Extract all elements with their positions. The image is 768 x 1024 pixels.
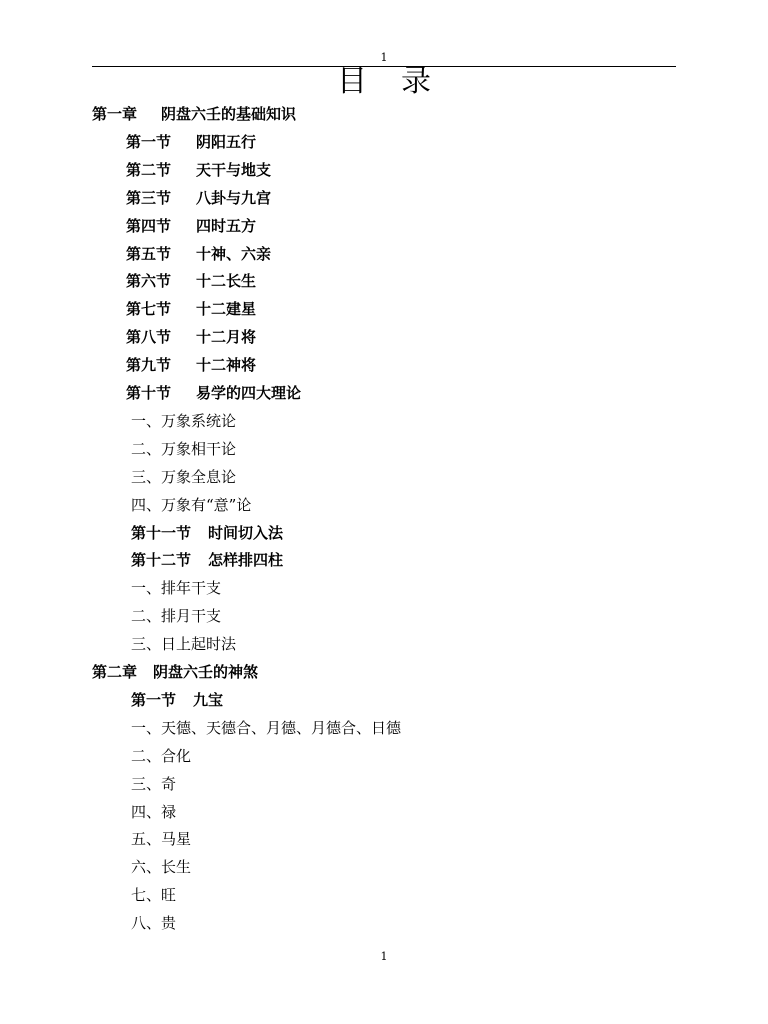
toc-item bbox=[0, 829, 768, 849]
toc-section-title: 十二长生 bbox=[196, 272, 257, 291]
toc-item-text: 三、奇 bbox=[131, 774, 177, 793]
toc-section-title: 八卦与九宫 bbox=[196, 188, 272, 207]
toc-section bbox=[0, 132, 768, 152]
toc-item-text: 二、合化 bbox=[131, 746, 192, 765]
toc-section bbox=[0, 299, 768, 319]
toc-section-title: 十二建星 bbox=[196, 300, 257, 319]
toc-item-text: 一、万象系统论 bbox=[131, 411, 237, 430]
toc-item-text: 二、万象相干论 bbox=[131, 439, 237, 458]
toc-item bbox=[0, 467, 768, 487]
toc-section-number: 第四节 bbox=[126, 216, 172, 235]
toc-item-text: 一、天德、天德合、月德、月德合、日德 bbox=[131, 718, 402, 737]
toc-section-title: 四时五方 bbox=[196, 216, 257, 235]
toc-section-number: 第十一节 bbox=[131, 523, 192, 542]
toc-section-number: 第八节 bbox=[126, 328, 172, 347]
toc-chapter bbox=[0, 662, 768, 682]
toc-item bbox=[0, 634, 768, 654]
toc-chapter-number: 第二章 bbox=[92, 663, 138, 681]
toc-section-number: 第十节 bbox=[126, 384, 172, 402]
toc-section-title: 十二月将 bbox=[196, 328, 257, 347]
toc-section bbox=[0, 523, 768, 543]
toc-item bbox=[0, 774, 768, 794]
toc-section bbox=[0, 244, 768, 264]
toc-section-number: 第一节 bbox=[131, 690, 177, 709]
toc-section-number: 第二节 bbox=[126, 160, 172, 179]
toc-section bbox=[0, 216, 768, 236]
toc-item-text: 五、马星 bbox=[131, 830, 192, 849]
toc-item-text: 八、贵 bbox=[131, 914, 177, 933]
toc-section-title: 十二神将 bbox=[196, 356, 257, 375]
toc-section bbox=[0, 160, 768, 180]
toc-section-number: 第七节 bbox=[126, 300, 172, 319]
toc-section-title: 怎样排四柱 bbox=[208, 551, 284, 570]
toc-section bbox=[0, 271, 768, 291]
toc-item-text: 七、旺 bbox=[131, 886, 177, 905]
toc-item bbox=[0, 411, 768, 431]
toc-item-text: 四、禄 bbox=[131, 802, 177, 821]
toc-item bbox=[0, 746, 768, 766]
toc-section-title: 阴阳五行 bbox=[196, 132, 257, 151]
toc-section-number: 第五节 bbox=[126, 244, 172, 263]
toc-chapter-number: 第一章 bbox=[92, 105, 138, 123]
toc-item-text: 三、日上起时法 bbox=[131, 635, 237, 654]
toc-section-number: 第六节 bbox=[126, 272, 172, 291]
toc-section-title: 十神、六亲 bbox=[196, 244, 272, 263]
toc-item bbox=[0, 495, 768, 515]
toc-section-number: 第九节 bbox=[126, 356, 172, 375]
toc-item bbox=[0, 578, 768, 598]
toc-section-number: 第三节 bbox=[126, 188, 172, 207]
toc-item bbox=[0, 606, 768, 626]
toc-section-title: 九宝 bbox=[193, 690, 224, 709]
toc-section-title: 时间切入法 bbox=[208, 523, 284, 542]
header-page-number: 1 bbox=[380, 51, 388, 64]
toc-item bbox=[0, 439, 768, 459]
page-title-first-char: 目 bbox=[337, 64, 367, 99]
toc-item bbox=[0, 885, 768, 905]
toc-section-number: 第一节 bbox=[126, 132, 172, 151]
page-title-second-char: 录 bbox=[401, 64, 431, 99]
toc-item bbox=[0, 913, 768, 933]
toc-item bbox=[0, 718, 768, 738]
toc-section-number: 第十二节 bbox=[131, 551, 192, 570]
page-title bbox=[0, 66, 768, 98]
toc-section-title: 易学的四大理论 bbox=[196, 384, 302, 402]
toc-section bbox=[0, 188, 768, 208]
toc-section bbox=[0, 550, 768, 570]
toc-section-title: 天干与地支 bbox=[196, 160, 272, 179]
toc-section bbox=[0, 327, 768, 347]
toc-item bbox=[0, 857, 768, 877]
toc-item-text: 二、排月干支 bbox=[131, 607, 222, 626]
toc-chapter-title: 阴盘六壬的基础知识 bbox=[161, 105, 297, 123]
toc-section bbox=[0, 690, 768, 710]
toc-chapter-title: 阴盘六壬的神煞 bbox=[153, 663, 259, 681]
toc-item-text: 三、万象全息论 bbox=[131, 467, 237, 486]
toc-section bbox=[0, 355, 768, 375]
footer-page-number: 1 bbox=[380, 950, 388, 963]
toc-item-text: 六、长生 bbox=[131, 858, 192, 877]
toc-chapter bbox=[0, 104, 768, 124]
toc-item-text: 四、万象有“意”论 bbox=[131, 495, 252, 514]
toc-section bbox=[0, 383, 768, 403]
toc-item-text: 一、排年干支 bbox=[131, 579, 222, 598]
toc-item bbox=[0, 802, 768, 822]
